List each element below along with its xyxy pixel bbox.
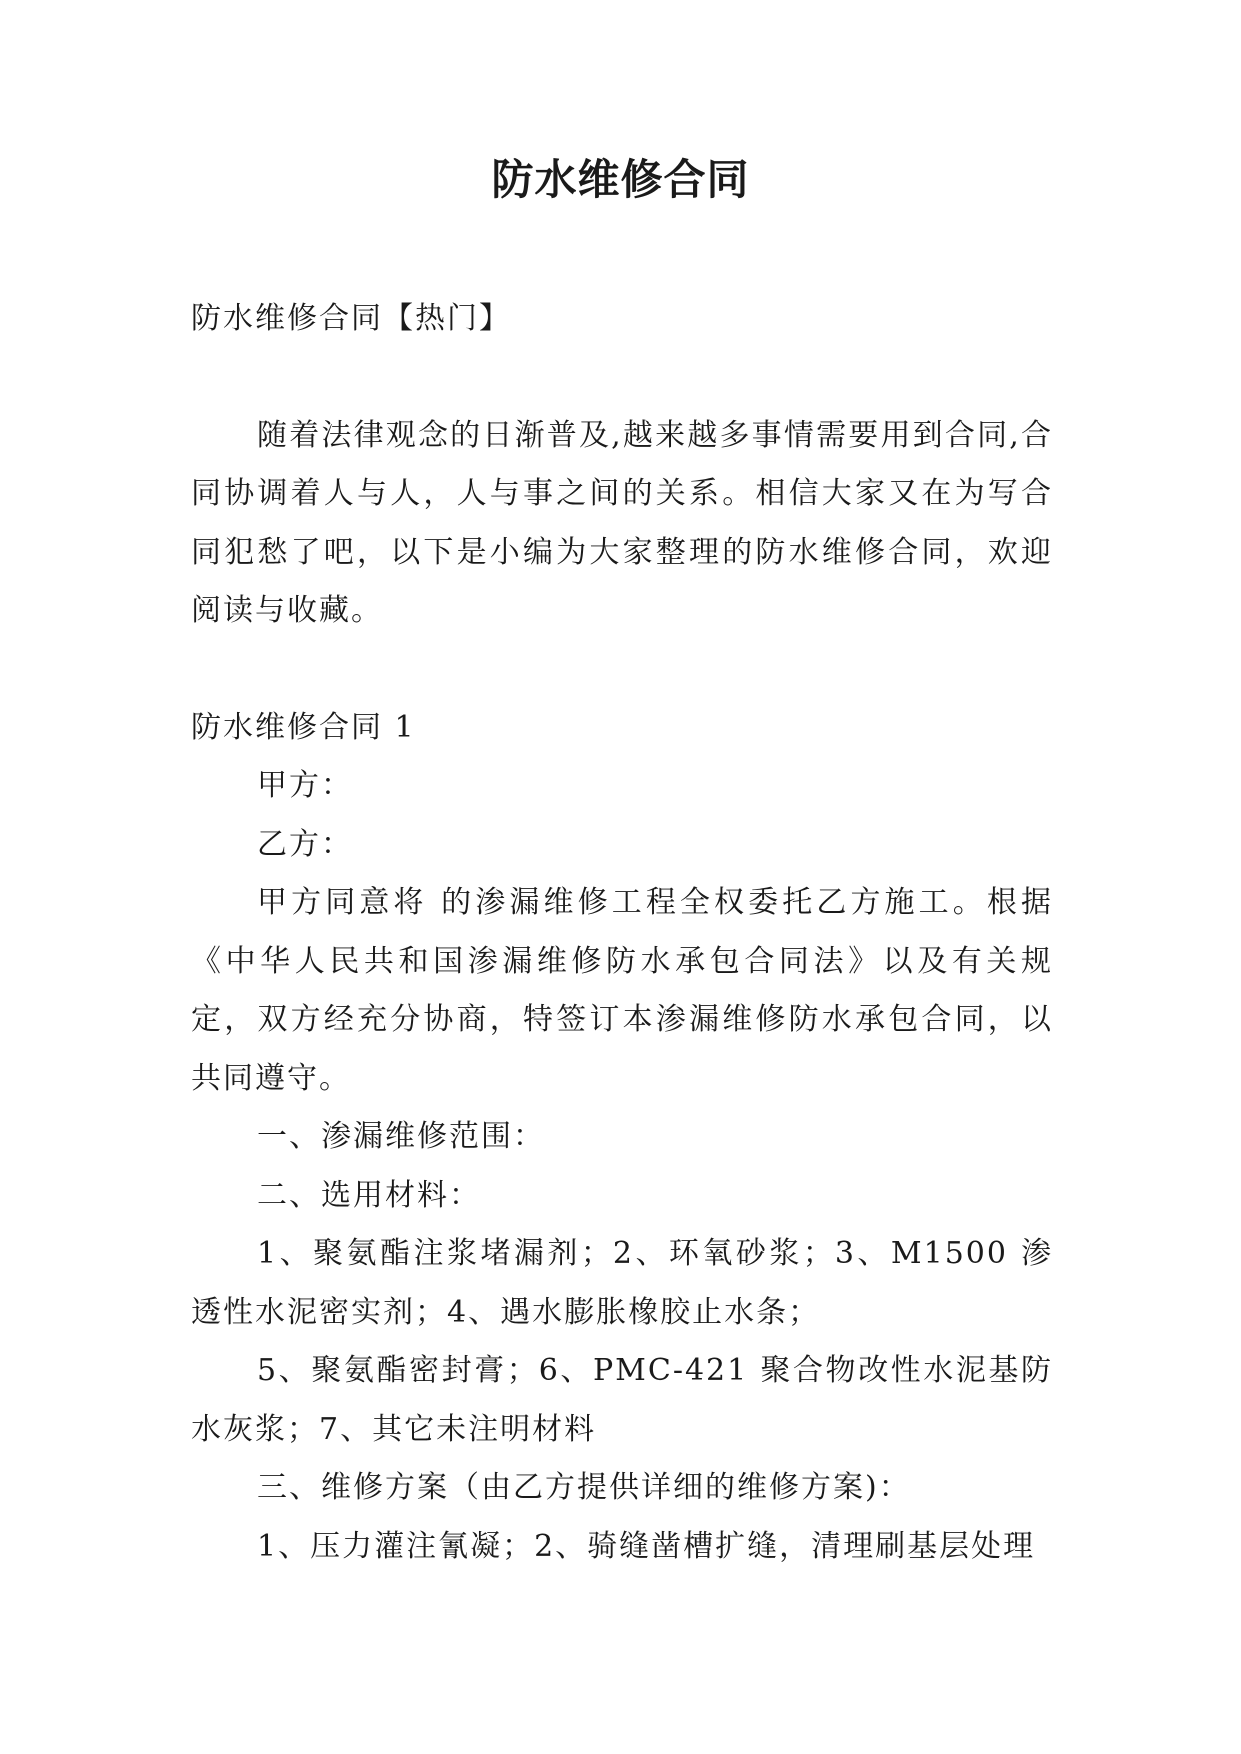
plan-paragraph-1: 1、压力灌注氰凝；2、骑缝凿槽扩缝，清理刷基层处理 [257,1528,1036,1564]
intro-paragraph: 随着法律观念的日渐普及,越来越多事情需要用到合同,合同协调着人与人，人与事之间的关系。相信大家又在为写合同犯愁了吧，以下是小编为大家整理的防水维修合同，欢迎阅读与收藏。 [191,417,1053,628]
clause-plan-heading: 三、维修方案（由乙方提供详细的维修方案)： [257,1470,911,1505]
clause-materials-heading: 二、选用材料： [257,1177,481,1213]
section-heading: 防水维修合同 1 [191,709,416,745]
document-title: 防水维修合同 [491,155,750,204]
document-subtitle: 防水维修合同【热门】 [191,301,511,336]
materials-paragraph-2: 5、聚氨酯密封膏；6、PMC-421 聚合物改性水泥基防水灰浆；7、其它未注明材料 [191,1353,1053,1447]
document-body [191,290,1053,1576]
agreement-paragraph: 甲方同意将 的渗漏维修工程全权委托乙方施工。根据《中华人民共和国渗漏维修防水承包合同法》以及有关规定，双方经充分协商，特签订本渗漏维修防水承包合同，以共同遵守。 [191,885,1053,1096]
party-b-line: 乙方： [257,826,353,862]
party-a-line: 甲方： [257,768,353,803]
clause-scope-heading: 一、渗漏维修范围： [257,1119,545,1154]
materials-paragraph-1: 1、聚氨酯注浆堵漏剂；2、环氧砂浆；3、M1500 渗透性水泥密实剂；4、遇水膨胀橡胶止水条； [191,1236,1053,1330]
